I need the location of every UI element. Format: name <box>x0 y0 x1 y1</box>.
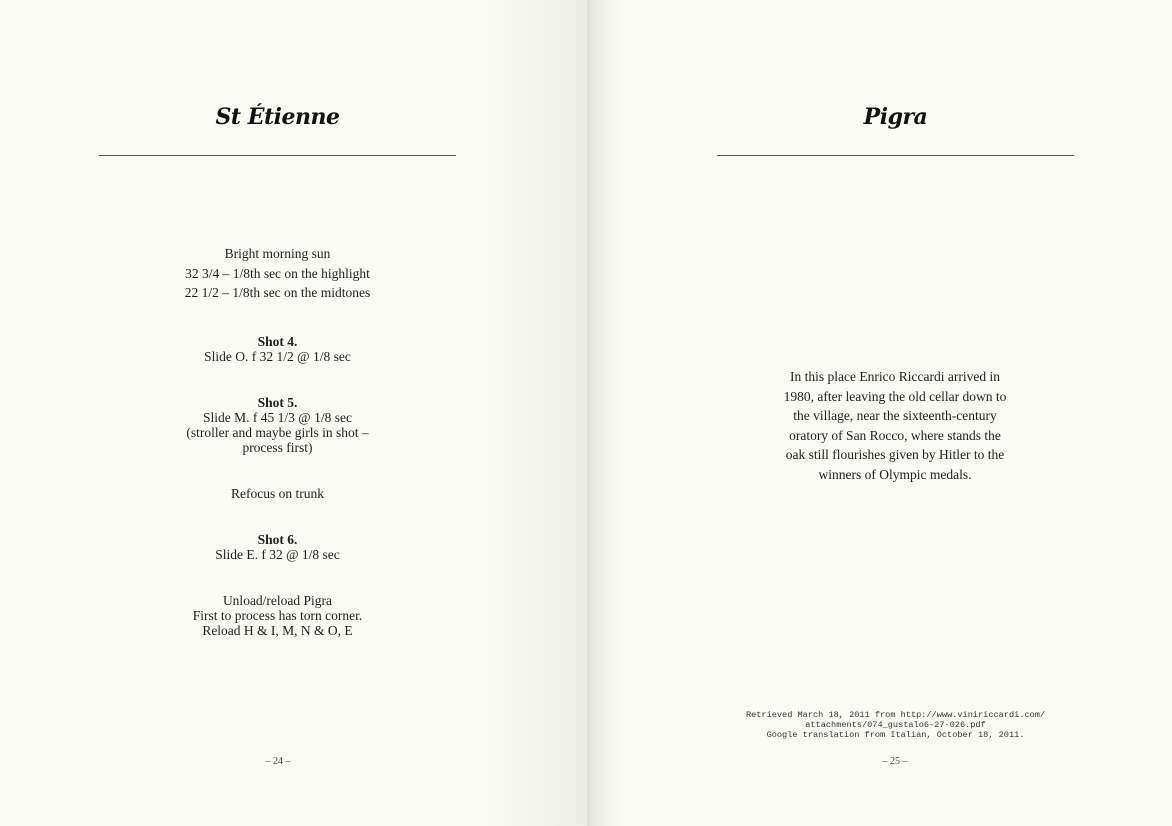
page-title: St Étienne <box>215 104 340 130</box>
note-line: Slide O. f 32 1/2 @ 1/8 sec <box>204 348 351 364</box>
page-number: – 25 – <box>882 756 908 767</box>
title-rule <box>717 155 1074 156</box>
note-line: Slide E. f 32 @ 1/8 sec <box>215 546 340 562</box>
shot-notes <box>99 244 456 638</box>
note-line: Refocus on trunk <box>231 485 324 501</box>
note-line: process first) <box>242 439 313 455</box>
note-line: Reload H & I, M, N & O, E <box>202 622 353 638</box>
source-citation <box>717 710 1074 740</box>
gutter-shadow <box>587 0 627 826</box>
shot-label: Shot 4. <box>257 333 298 349</box>
gutter-shadow <box>477 0 587 826</box>
note-line: Slide M. f 45 1/3 @ 1/8 sec <box>203 409 352 425</box>
page-number: – 24 – <box>265 756 291 767</box>
page-title: Pigra <box>863 104 928 130</box>
citation-line: Retrieved March 18, 2011 from http://www.viniriccardi.com/ <box>745 710 1046 720</box>
note-line: 32 3/4 – 1/8th sec on the highlight <box>185 265 370 281</box>
shot-label: Shot 5. <box>257 394 298 410</box>
note-line: 22 1/2 – 1/8th sec on the midtones <box>184 285 371 300</box>
citation-line: attachments/074_gustalo6-27-026.pdf <box>805 720 986 730</box>
note-line: First to process has torn corner. <box>192 607 363 623</box>
note-line: Unload/reload Pigra <box>222 592 333 608</box>
body-paragraph: In this place Enrico Riccardi arrived in 1980, after leaving the old cellar down to the village, near the sixteenth-century oratory of San Rocco, where stands the oak still flourishes given by Hitler to the winners of Olympic medals. <box>783 369 1007 482</box>
note-line: (stroller and maybe girls in shot – <box>186 424 369 440</box>
citation-line: Google translation from Italian, October 18, 2011. <box>766 730 1025 740</box>
shot-label: Shot 6. <box>257 531 298 547</box>
note-line: Bright morning sun <box>224 246 331 261</box>
title-rule <box>99 155 456 156</box>
right-page <box>587 0 1172 826</box>
